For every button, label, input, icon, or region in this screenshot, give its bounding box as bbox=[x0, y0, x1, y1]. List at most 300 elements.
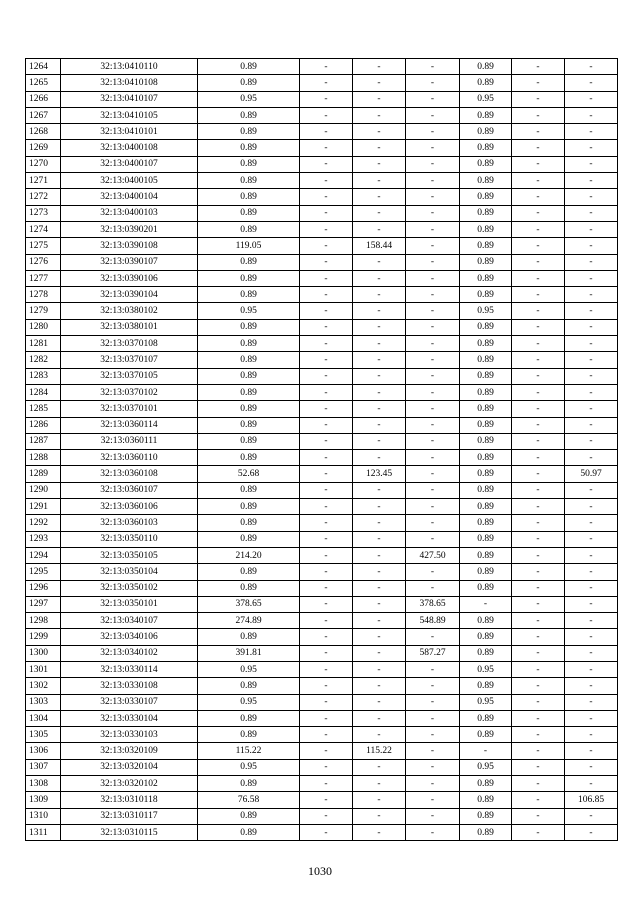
value-cell-1: 0.89 bbox=[198, 368, 300, 384]
value-cell-1: 0.89 bbox=[198, 319, 300, 335]
value-cell-2: - bbox=[300, 156, 353, 172]
value-cell-4: - bbox=[406, 336, 460, 352]
value-cell-2: - bbox=[300, 287, 353, 303]
value-cell-6: - bbox=[512, 694, 565, 710]
value-cell-2: - bbox=[300, 59, 353, 75]
value-cell-4: - bbox=[406, 221, 460, 237]
cadastral-number-cell: 32:13:0310118 bbox=[61, 792, 198, 808]
value-cell-7: - bbox=[565, 336, 618, 352]
cadastral-number-cell: 32:13:0350104 bbox=[61, 564, 198, 580]
value-cell-5: 0.89 bbox=[460, 710, 512, 726]
value-cell-3: - bbox=[353, 515, 406, 531]
value-cell-2: - bbox=[300, 710, 353, 726]
row-number-cell: 1283 bbox=[26, 368, 61, 384]
table-row bbox=[26, 336, 618, 352]
row-number-cell: 1282 bbox=[26, 352, 61, 368]
value-cell-3: - bbox=[353, 59, 406, 75]
value-cell-6: - bbox=[512, 173, 565, 189]
row-number-cell: 1296 bbox=[26, 580, 61, 596]
value-cell-1: 0.89 bbox=[198, 808, 300, 824]
value-cell-5: 0.89 bbox=[460, 336, 512, 352]
value-cell-6: - bbox=[512, 91, 565, 107]
value-cell-7: - bbox=[565, 629, 618, 645]
value-cell-1: 0.89 bbox=[198, 254, 300, 270]
row-number-cell: 1297 bbox=[26, 596, 61, 612]
value-cell-5: 0.89 bbox=[460, 221, 512, 237]
table-row bbox=[26, 254, 618, 270]
cadastral-number-cell: 32:13:0330114 bbox=[61, 661, 198, 677]
value-cell-5: 0.95 bbox=[460, 694, 512, 710]
value-cell-6: - bbox=[512, 824, 565, 840]
value-cell-2: - bbox=[300, 124, 353, 140]
value-cell-1: 0.89 bbox=[198, 580, 300, 596]
value-cell-1: 0.89 bbox=[198, 384, 300, 400]
value-cell-4: - bbox=[406, 710, 460, 726]
table-row bbox=[26, 645, 618, 661]
value-cell-7: - bbox=[565, 107, 618, 123]
value-cell-2: - bbox=[300, 629, 353, 645]
cadastral-number-cell: 32:13:0360110 bbox=[61, 450, 198, 466]
row-number-cell: 1273 bbox=[26, 205, 61, 221]
value-cell-2: - bbox=[300, 368, 353, 384]
value-cell-1: 0.95 bbox=[198, 303, 300, 319]
value-cell-6: - bbox=[512, 270, 565, 286]
value-cell-6: - bbox=[512, 580, 565, 596]
value-cell-7: - bbox=[565, 515, 618, 531]
table-row bbox=[26, 352, 618, 368]
table-row bbox=[26, 792, 618, 808]
value-cell-5: 0.89 bbox=[460, 580, 512, 596]
value-cell-2: - bbox=[300, 189, 353, 205]
value-cell-3: - bbox=[353, 107, 406, 123]
cadastral-number-cell: 32:13:0340102 bbox=[61, 645, 198, 661]
value-cell-3: - bbox=[353, 270, 406, 286]
value-cell-1: 0.89 bbox=[198, 352, 300, 368]
cadastral-number-cell: 32:13:0410108 bbox=[61, 75, 198, 91]
value-cell-4: 378.65 bbox=[406, 596, 460, 612]
row-number-cell: 1311 bbox=[26, 824, 61, 840]
value-cell-5: 0.89 bbox=[460, 254, 512, 270]
row-number-cell: 1300 bbox=[26, 645, 61, 661]
value-cell-6: - bbox=[512, 75, 565, 91]
value-cell-5: 0.89 bbox=[460, 515, 512, 531]
table-row bbox=[26, 107, 618, 123]
cadastral-number-cell: 32:13:0310117 bbox=[61, 808, 198, 824]
value-cell-1: 0.95 bbox=[198, 91, 300, 107]
row-number-cell: 1278 bbox=[26, 287, 61, 303]
value-cell-5: 0.89 bbox=[460, 547, 512, 563]
value-cell-7: - bbox=[565, 238, 618, 254]
value-cell-7: - bbox=[565, 580, 618, 596]
value-cell-5: 0.89 bbox=[460, 189, 512, 205]
value-cell-1: 0.95 bbox=[198, 694, 300, 710]
row-number-cell: 1305 bbox=[26, 727, 61, 743]
value-cell-7: - bbox=[565, 319, 618, 335]
value-cell-5: 0.89 bbox=[460, 384, 512, 400]
value-cell-6: - bbox=[512, 466, 565, 482]
value-cell-1: 0.89 bbox=[198, 417, 300, 433]
row-number-cell: 1303 bbox=[26, 694, 61, 710]
row-number-cell: 1285 bbox=[26, 401, 61, 417]
value-cell-7: - bbox=[565, 384, 618, 400]
table-row bbox=[26, 156, 618, 172]
value-cell-1: 378.65 bbox=[198, 596, 300, 612]
cadastral-number-cell: 32:13:0400103 bbox=[61, 205, 198, 221]
cadastral-number-cell: 32:13:0330108 bbox=[61, 678, 198, 694]
value-cell-6: - bbox=[512, 140, 565, 156]
value-cell-6: - bbox=[512, 564, 565, 580]
row-number-cell: 1272 bbox=[26, 189, 61, 205]
value-cell-2: - bbox=[300, 596, 353, 612]
value-cell-1: 0.95 bbox=[198, 759, 300, 775]
table-row bbox=[26, 547, 618, 563]
value-cell-5: 0.95 bbox=[460, 303, 512, 319]
value-cell-3: - bbox=[353, 433, 406, 449]
value-cell-3: - bbox=[353, 547, 406, 563]
value-cell-4: - bbox=[406, 189, 460, 205]
row-number-cell: 1292 bbox=[26, 515, 61, 531]
value-cell-3: 158.44 bbox=[353, 238, 406, 254]
value-cell-3: 123.45 bbox=[353, 466, 406, 482]
value-cell-7: - bbox=[565, 124, 618, 140]
value-cell-1: 0.89 bbox=[198, 173, 300, 189]
value-cell-1: 0.89 bbox=[198, 564, 300, 580]
value-cell-4: - bbox=[406, 238, 460, 254]
value-cell-4: - bbox=[406, 466, 460, 482]
table-row bbox=[26, 75, 618, 91]
value-cell-4: - bbox=[406, 303, 460, 319]
row-number-cell: 1301 bbox=[26, 661, 61, 677]
value-cell-2: - bbox=[300, 824, 353, 840]
value-cell-4: - bbox=[406, 564, 460, 580]
value-cell-2: - bbox=[300, 221, 353, 237]
table-row bbox=[26, 629, 618, 645]
value-cell-2: - bbox=[300, 254, 353, 270]
value-cell-1: 0.89 bbox=[198, 221, 300, 237]
cadastral-number-cell: 32:13:0350105 bbox=[61, 547, 198, 563]
cadastral-number-cell: 32:13:0340106 bbox=[61, 629, 198, 645]
cadastral-number-cell: 32:13:0330104 bbox=[61, 710, 198, 726]
value-cell-6: - bbox=[512, 710, 565, 726]
value-cell-3: - bbox=[353, 596, 406, 612]
value-cell-1: 0.89 bbox=[198, 270, 300, 286]
value-cell-1: 0.89 bbox=[198, 336, 300, 352]
value-cell-7: - bbox=[565, 694, 618, 710]
value-cell-1: 0.89 bbox=[198, 107, 300, 123]
value-cell-3: - bbox=[353, 613, 406, 629]
table-row bbox=[26, 661, 618, 677]
cadastral-number-cell: 32:13:0320109 bbox=[61, 743, 198, 759]
value-cell-3: - bbox=[353, 417, 406, 433]
value-cell-3: - bbox=[353, 401, 406, 417]
value-cell-3: - bbox=[353, 499, 406, 515]
value-cell-1: 0.89 bbox=[198, 450, 300, 466]
table-row bbox=[26, 710, 618, 726]
value-cell-2: - bbox=[300, 75, 353, 91]
value-cell-2: - bbox=[300, 499, 353, 515]
table-row bbox=[26, 808, 618, 824]
cadastral-number-cell: 32:13:0390201 bbox=[61, 221, 198, 237]
cadastral-number-cell: 32:13:0360108 bbox=[61, 466, 198, 482]
value-cell-2: - bbox=[300, 515, 353, 531]
value-cell-3: - bbox=[353, 531, 406, 547]
row-number-cell: 1293 bbox=[26, 531, 61, 547]
value-cell-4: - bbox=[406, 75, 460, 91]
row-number-cell: 1289 bbox=[26, 466, 61, 482]
value-cell-5: 0.89 bbox=[460, 564, 512, 580]
row-number-cell: 1284 bbox=[26, 384, 61, 400]
value-cell-3: - bbox=[353, 319, 406, 335]
value-cell-4: - bbox=[406, 173, 460, 189]
row-number-cell: 1270 bbox=[26, 156, 61, 172]
value-cell-2: - bbox=[300, 173, 353, 189]
value-cell-6: - bbox=[512, 221, 565, 237]
value-cell-5: 0.89 bbox=[460, 401, 512, 417]
value-cell-1: 0.89 bbox=[198, 287, 300, 303]
table-row bbox=[26, 401, 618, 417]
value-cell-7: - bbox=[565, 531, 618, 547]
value-cell-5: 0.89 bbox=[460, 205, 512, 221]
value-cell-6: - bbox=[512, 808, 565, 824]
value-cell-7: - bbox=[565, 221, 618, 237]
value-cell-7: - bbox=[565, 140, 618, 156]
cadastral-number-cell: 32:13:0410110 bbox=[61, 59, 198, 75]
value-cell-6: - bbox=[512, 352, 565, 368]
value-cell-3: - bbox=[353, 75, 406, 91]
cadastral-number-cell: 32:13:0310115 bbox=[61, 824, 198, 840]
cadastral-number-cell: 32:13:0370101 bbox=[61, 401, 198, 417]
value-cell-1: 0.89 bbox=[198, 629, 300, 645]
row-number-cell: 1275 bbox=[26, 238, 61, 254]
value-cell-4: - bbox=[406, 254, 460, 270]
value-cell-1: 115.22 bbox=[198, 743, 300, 759]
value-cell-1: 0.89 bbox=[198, 482, 300, 498]
value-cell-6: - bbox=[512, 401, 565, 417]
value-cell-3: - bbox=[353, 564, 406, 580]
value-cell-5: 0.89 bbox=[460, 482, 512, 498]
value-cell-4: - bbox=[406, 580, 460, 596]
value-cell-7: - bbox=[565, 450, 618, 466]
value-cell-7: - bbox=[565, 417, 618, 433]
value-cell-3: - bbox=[353, 91, 406, 107]
table-row bbox=[26, 140, 618, 156]
value-cell-4: - bbox=[406, 808, 460, 824]
value-cell-5: 0.89 bbox=[460, 238, 512, 254]
value-cell-5: 0.89 bbox=[460, 156, 512, 172]
value-cell-6: - bbox=[512, 238, 565, 254]
value-cell-5: 0.95 bbox=[460, 91, 512, 107]
row-number-cell: 1294 bbox=[26, 547, 61, 563]
value-cell-4: - bbox=[406, 417, 460, 433]
value-cell-1: 0.89 bbox=[198, 515, 300, 531]
value-cell-4: 548.89 bbox=[406, 613, 460, 629]
value-cell-7: - bbox=[565, 661, 618, 677]
value-cell-5: - bbox=[460, 743, 512, 759]
value-cell-5: 0.89 bbox=[460, 727, 512, 743]
value-cell-7: - bbox=[565, 482, 618, 498]
value-cell-1: 0.89 bbox=[198, 727, 300, 743]
value-cell-3: - bbox=[353, 173, 406, 189]
value-cell-3: - bbox=[353, 336, 406, 352]
value-cell-1: 214.20 bbox=[198, 547, 300, 563]
cadastral-number-cell: 32:13:0390106 bbox=[61, 270, 198, 286]
table-row bbox=[26, 270, 618, 286]
value-cell-6: - bbox=[512, 189, 565, 205]
value-cell-3: - bbox=[353, 482, 406, 498]
cadastral-number-cell: 32:13:0360107 bbox=[61, 482, 198, 498]
table-row bbox=[26, 319, 618, 335]
value-cell-7: - bbox=[565, 678, 618, 694]
value-cell-2: - bbox=[300, 743, 353, 759]
value-cell-1: 0.89 bbox=[198, 75, 300, 91]
value-cell-7: - bbox=[565, 824, 618, 840]
value-cell-5: 0.89 bbox=[460, 776, 512, 792]
value-cell-3: - bbox=[353, 352, 406, 368]
value-cell-1: 119.05 bbox=[198, 238, 300, 254]
value-cell-1: 0.89 bbox=[198, 776, 300, 792]
value-cell-1: 0.89 bbox=[198, 140, 300, 156]
value-cell-7: - bbox=[565, 91, 618, 107]
value-cell-2: - bbox=[300, 661, 353, 677]
cadastral-number-cell: 32:13:0330103 bbox=[61, 727, 198, 743]
value-cell-7: - bbox=[565, 645, 618, 661]
value-cell-6: - bbox=[512, 792, 565, 808]
value-cell-2: - bbox=[300, 564, 353, 580]
page-number: 1030 bbox=[308, 864, 332, 878]
table-row bbox=[26, 368, 618, 384]
row-number-cell: 1302 bbox=[26, 678, 61, 694]
value-cell-2: - bbox=[300, 792, 353, 808]
value-cell-2: - bbox=[300, 336, 353, 352]
value-cell-7: - bbox=[565, 173, 618, 189]
cadastral-number-cell: 32:13:0350101 bbox=[61, 596, 198, 612]
value-cell-2: - bbox=[300, 270, 353, 286]
value-cell-4: - bbox=[406, 59, 460, 75]
row-number-cell: 1307 bbox=[26, 759, 61, 775]
value-cell-2: - bbox=[300, 384, 353, 400]
value-cell-4: - bbox=[406, 678, 460, 694]
value-cell-6: - bbox=[512, 499, 565, 515]
value-cell-5: 0.89 bbox=[460, 824, 512, 840]
value-cell-5: 0.89 bbox=[460, 792, 512, 808]
table-row bbox=[26, 417, 618, 433]
value-cell-1: 0.89 bbox=[198, 205, 300, 221]
value-cell-4: - bbox=[406, 743, 460, 759]
cadastral-number-cell: 32:13:0330107 bbox=[61, 694, 198, 710]
row-number-cell: 1306 bbox=[26, 743, 61, 759]
value-cell-6: - bbox=[512, 303, 565, 319]
data-table bbox=[25, 58, 618, 841]
value-cell-5: 0.89 bbox=[460, 629, 512, 645]
value-cell-3: - bbox=[353, 303, 406, 319]
value-cell-2: - bbox=[300, 678, 353, 694]
value-cell-2: - bbox=[300, 759, 353, 775]
table-row bbox=[26, 482, 618, 498]
value-cell-6: - bbox=[512, 515, 565, 531]
value-cell-6: - bbox=[512, 319, 565, 335]
value-cell-6: - bbox=[512, 727, 565, 743]
value-cell-4: - bbox=[406, 91, 460, 107]
value-cell-6: - bbox=[512, 124, 565, 140]
value-cell-2: - bbox=[300, 694, 353, 710]
value-cell-7: - bbox=[565, 205, 618, 221]
value-cell-2: - bbox=[300, 547, 353, 563]
value-cell-1: 0.89 bbox=[198, 678, 300, 694]
value-cell-1: 0.89 bbox=[198, 156, 300, 172]
value-cell-1: 0.89 bbox=[198, 499, 300, 515]
value-cell-6: - bbox=[512, 613, 565, 629]
value-cell-1: 0.89 bbox=[198, 401, 300, 417]
value-cell-4: - bbox=[406, 515, 460, 531]
row-number-cell: 1299 bbox=[26, 629, 61, 645]
value-cell-4: - bbox=[406, 287, 460, 303]
value-cell-5: 0.95 bbox=[460, 661, 512, 677]
value-cell-7: - bbox=[565, 499, 618, 515]
table-row bbox=[26, 515, 618, 531]
value-cell-7: - bbox=[565, 776, 618, 792]
value-cell-5: 0.89 bbox=[460, 352, 512, 368]
value-cell-5: 0.89 bbox=[460, 499, 512, 515]
value-cell-4: - bbox=[406, 401, 460, 417]
table-row bbox=[26, 450, 618, 466]
value-cell-4: - bbox=[406, 156, 460, 172]
table-row bbox=[26, 694, 618, 710]
value-cell-2: - bbox=[300, 352, 353, 368]
value-cell-5: 0.89 bbox=[460, 75, 512, 91]
row-number-cell: 1310 bbox=[26, 808, 61, 824]
value-cell-4: - bbox=[406, 319, 460, 335]
row-number-cell: 1295 bbox=[26, 564, 61, 580]
value-cell-4: - bbox=[406, 270, 460, 286]
value-cell-3: - bbox=[353, 368, 406, 384]
value-cell-5: 0.89 bbox=[460, 173, 512, 189]
value-cell-4: 587.27 bbox=[406, 645, 460, 661]
value-cell-3: 115.22 bbox=[353, 743, 406, 759]
value-cell-4: - bbox=[406, 107, 460, 123]
value-cell-5: 0.89 bbox=[460, 107, 512, 123]
value-cell-2: - bbox=[300, 107, 353, 123]
value-cell-3: - bbox=[353, 384, 406, 400]
cadastral-number-cell: 32:13:0350102 bbox=[61, 580, 198, 596]
row-number-cell: 1287 bbox=[26, 433, 61, 449]
value-cell-6: - bbox=[512, 254, 565, 270]
value-cell-7: 50.97 bbox=[565, 466, 618, 482]
cadastral-number-cell: 32:13:0410105 bbox=[61, 107, 198, 123]
value-cell-6: - bbox=[512, 661, 565, 677]
table-row bbox=[26, 205, 618, 221]
value-cell-2: - bbox=[300, 433, 353, 449]
value-cell-3: - bbox=[353, 629, 406, 645]
table-row bbox=[26, 613, 618, 629]
cadastral-number-cell: 32:13:0400108 bbox=[61, 140, 198, 156]
value-cell-4: 427.50 bbox=[406, 547, 460, 563]
value-cell-2: - bbox=[300, 482, 353, 498]
value-cell-3: - bbox=[353, 759, 406, 775]
table-row bbox=[26, 238, 618, 254]
value-cell-7: - bbox=[565, 727, 618, 743]
value-cell-5: 0.89 bbox=[460, 678, 512, 694]
value-cell-2: - bbox=[300, 776, 353, 792]
cadastral-number-cell: 32:13:0360106 bbox=[61, 499, 198, 515]
value-cell-2: - bbox=[300, 140, 353, 156]
value-cell-1: 274.89 bbox=[198, 613, 300, 629]
table-row bbox=[26, 433, 618, 449]
value-cell-6: - bbox=[512, 205, 565, 221]
cadastral-number-cell: 32:13:0410107 bbox=[61, 91, 198, 107]
value-cell-5: 0.89 bbox=[460, 368, 512, 384]
value-cell-3: - bbox=[353, 221, 406, 237]
table-row bbox=[26, 531, 618, 547]
